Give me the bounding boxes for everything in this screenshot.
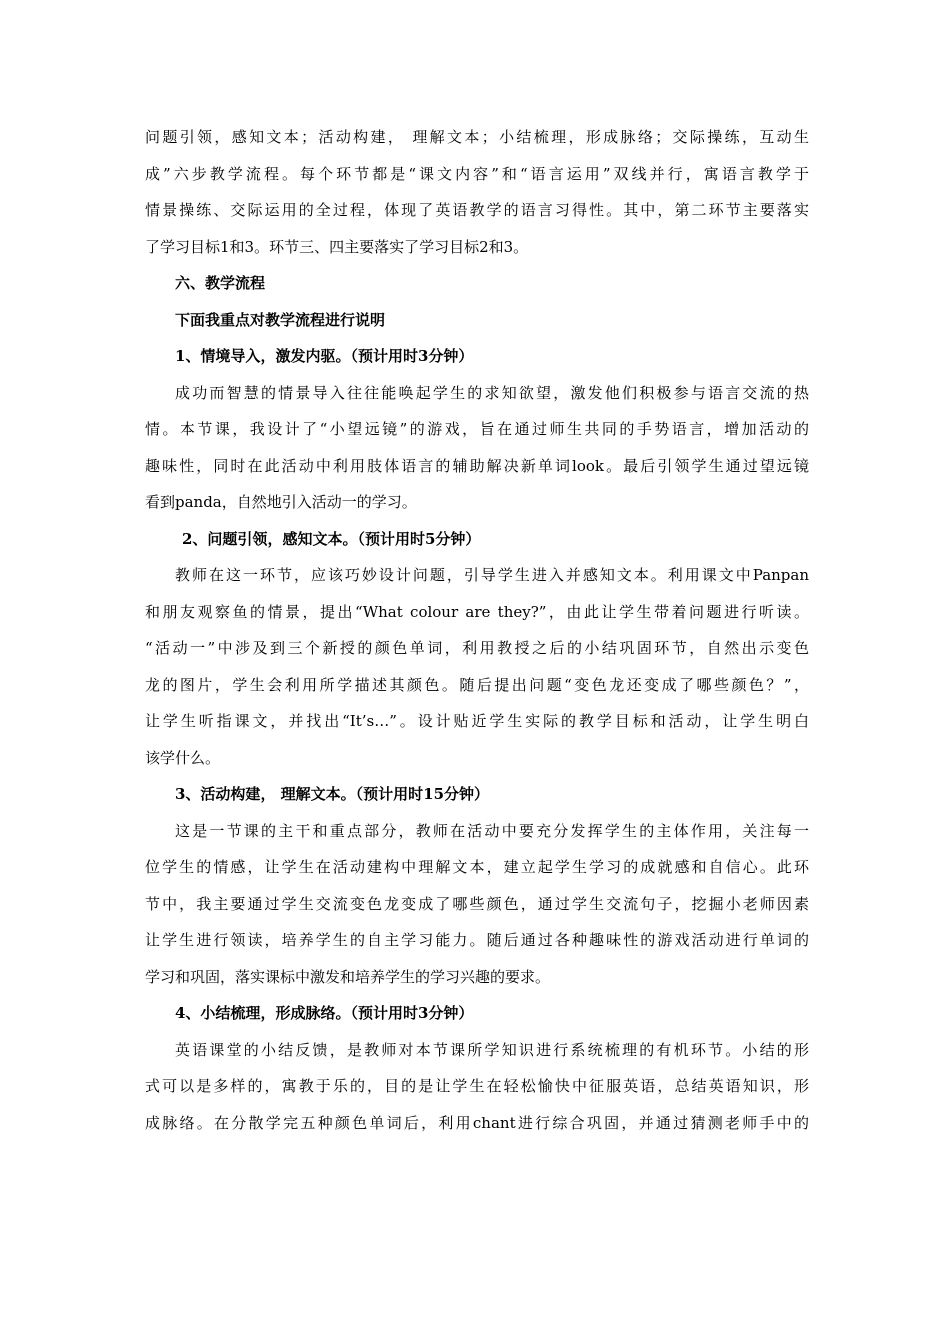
body-line: “活动一”中涉及到三个新授的颜色单词，利用教授之后的小结巩固环节，自然出示变色 bbox=[145, 639, 809, 657]
body-line: 学习和巩固，落实课标中激发和培养学生的学习兴趣的要求。 bbox=[145, 967, 551, 986]
body-line: 情景操练、交际运用的全过程，体现了英语教学的语言习得性。其中，第二环节主要落实 bbox=[145, 201, 809, 219]
body-line: 了学习目标1和3。环节三、四主要落实了学习目标2和3。 bbox=[145, 237, 529, 256]
document-body bbox=[145, 119, 809, 1141]
section-heading: 2、问题引领，感知文本。（预计用时5分钟） bbox=[182, 529, 481, 548]
section-heading: 3、活动构建， 理解文本。（预计用时15分钟） bbox=[175, 785, 490, 803]
section-heading: 1、情境导入，激发内驱。（预计用时3分钟） bbox=[175, 347, 474, 365]
body-line: 看到panda，自然地引入活动一的学习。 bbox=[145, 493, 417, 511]
body-line: 式可以是多样的，寓教于乐的，目的是让学生在轻松愉快中征服英语，总结英语知识，形 bbox=[145, 1077, 809, 1095]
body-line: 趣味性，同时在此活动中利用肢体语言的辅助解决新单词look。最后引领学生通过望远镜 bbox=[145, 456, 809, 475]
body-line: 成脉络。在分散学完五种颜色单词后，利用chant进行综合巩固，并通过猜测老师手中的 bbox=[145, 1113, 809, 1132]
body-line: 成”六步教学流程。每个环节都是“课文内容”和“语言运用”双线并行，寓语言教学于 bbox=[145, 164, 809, 183]
body-line: 情。本节课，我设计了“小望远镜”的游戏，旨在通过师生共同的手势语言，增加活动的 bbox=[145, 420, 809, 438]
body-line: 英语课堂的小结反馈，是教师对本节课所学知识进行系统梳理的有机环节。小结的形 bbox=[175, 1040, 809, 1059]
body-line: 节中，我主要通过学生交流变色龙变成了哪些颜色，通过学生交流句子，挖掘小老师因素 bbox=[145, 894, 809, 913]
section-heading: 六、教学流程 bbox=[175, 274, 266, 292]
section-heading: 下面我重点对教学流程进行说明 bbox=[175, 310, 386, 329]
body-line: 问题引领，感知文本；活动构建， 理解文本；小结梳理，形成脉络；交际操练，互动生 bbox=[145, 128, 809, 146]
body-line: 和朋友观察鱼的情景，提出“What colour are they?”，由此让学生带着问题进行听读。 bbox=[145, 602, 809, 621]
body-line: 龙的图片，学生会利用所学描述其颜色。随后提出问题“变色龙还变成了哪些颜色？”， bbox=[145, 675, 809, 694]
body-line: 位学生的情感，让学生在活动建构中理解文本，建立起学生学习的成就感和自信心。此环 bbox=[145, 858, 809, 876]
body-line: 让学生听指课文，并找出“It’s…”。设计贴近学生实际的教学目标和活动，让学生明白 bbox=[145, 712, 809, 730]
body-line: 这是一节课的主干和重点部分，教师在活动中要充分发挥学生的主体作用，关注每一 bbox=[175, 821, 809, 840]
body-line: 让学生进行领读，培养学生的自主学习能力。随后通过各种趣味性的游戏活动进行单词的 bbox=[145, 931, 809, 949]
section-heading: 4、小结梳理，形成脉络。（预计用时3分钟） bbox=[175, 1004, 474, 1022]
body-line: 教师在这一环节，应该巧妙设计问题，引导学生进入并感知文本。利用课文中Panpan bbox=[175, 566, 809, 584]
body-line: 该学什么。 bbox=[145, 748, 221, 767]
body-line: 成功而智慧的情景导入往往能唤起学生的求知欲望，激发他们积极参与语言交流的热 bbox=[175, 383, 809, 402]
